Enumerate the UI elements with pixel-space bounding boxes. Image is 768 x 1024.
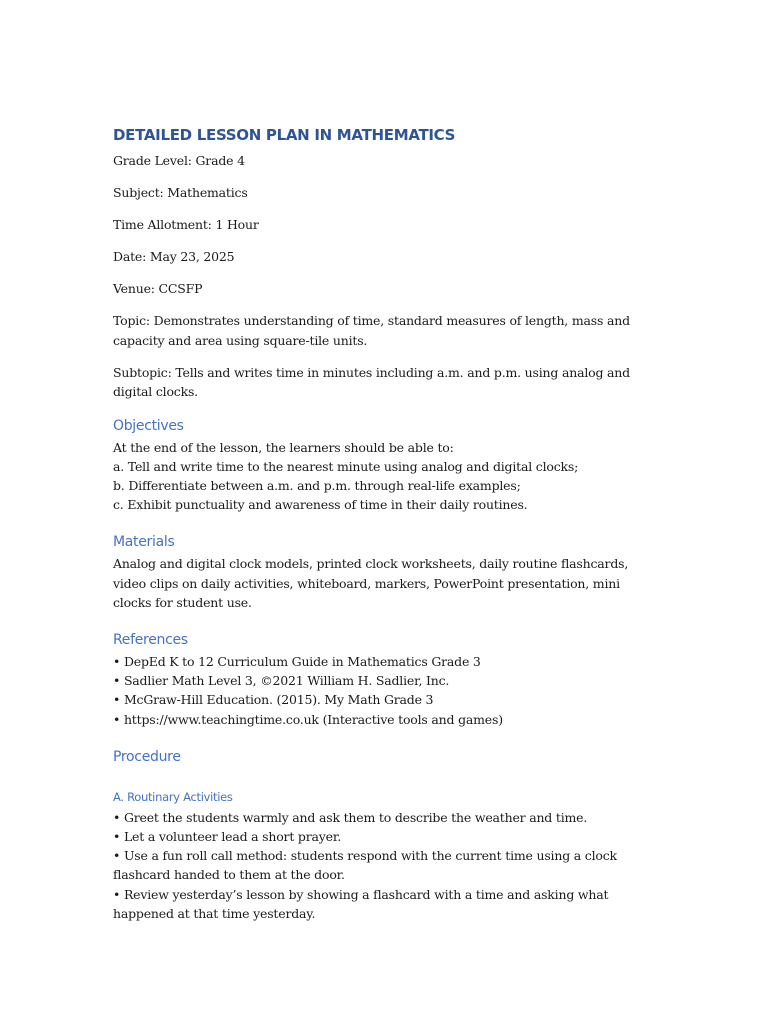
reference-item: • https://www.teachingtime.co.uk (Interactive tools and games) [113, 711, 503, 727]
objectives-heading: Objectives [113, 417, 184, 434]
objectives-intro: At the end of the lesson, the learners should be able to: [113, 439, 454, 455]
document-page [113, 124, 658, 923]
materials-heading: Materials [113, 534, 175, 551]
grade-level: Grade Level: Grade 4 [113, 153, 245, 168]
routinary-activities-heading: A. Routinary Activities [113, 789, 233, 804]
routinary-item: • Let a volunteer lead a short prayer. [113, 828, 341, 844]
materials-text: Analog and digital clock models, printed clock worksheets, daily routine flashcards, video clips on daily activities, whiteboard, markers, PowerPoint presentation, mini clocks for student use. [113, 556, 629, 610]
reference-item: • Sadlier Math Level 3, ©2021 William H. Sadlier, Inc. [113, 673, 450, 689]
time-allotment: Time Allotment: 1 Hour [113, 217, 259, 232]
reference-item: • DepEd K to 12 Curriculum Guide in Mathematics Grade 3 [113, 653, 481, 669]
references-heading: References [113, 631, 188, 648]
objective-item: c. Exhibit punctuality and awareness of time in their daily routines. [113, 497, 528, 513]
date: Date: May 23, 2025 [113, 249, 235, 264]
procedure-heading: Procedure [113, 748, 181, 765]
objectives-section [113, 438, 658, 515]
subject: Subject: Mathematics [113, 185, 248, 200]
routinary-activities-section [113, 808, 658, 923]
objective-item: a. Tell and write time to the nearest minute using analog and digital clocks; [113, 458, 579, 474]
venue: Venue: CCSFP [113, 281, 203, 296]
routinary-item: • Review yesterday’s lesson by showing a flashcard with a time and asking what happened at that time yesterday. [113, 886, 609, 921]
routinary-item: • Use a fun roll call method: students respond with the current time using a clock flashcard handed to them at the door. [113, 848, 617, 883]
subtopic: Subtopic: Tells and writes time in minutes including a.m. and p.m. using analog and digital clocks. [113, 364, 630, 399]
objective-item: b. Differentiate between a.m. and p.m. through real-life examples; [113, 477, 521, 493]
routinary-item: • Greet the students warmly and ask them to describe the weather and time. [113, 809, 588, 825]
references-section [113, 652, 658, 729]
topic: Topic: Demonstrates understanding of time, standard measures of length, mass and capacity and area using square-tile units. [113, 313, 630, 348]
document-title: DETAILED LESSON PLAN IN MATHEMATICS [113, 126, 456, 144]
reference-item: • McGraw-Hill Education. (2015). My Math Grade 3 [113, 692, 434, 708]
